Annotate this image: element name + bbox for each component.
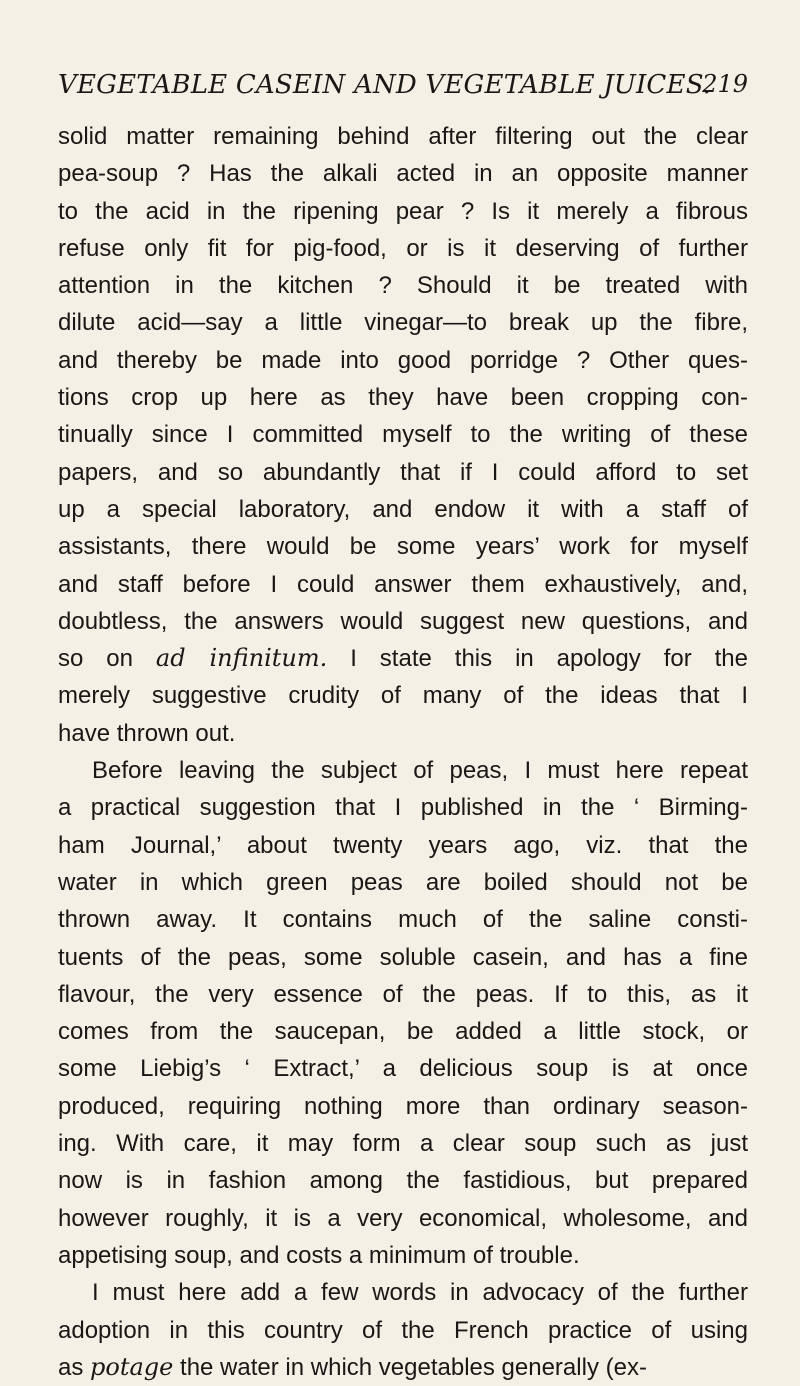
body-text <box>58 118 748 1386</box>
text-line <box>58 1349 748 1386</box>
text-line <box>58 528 748 565</box>
text-run: some Liebig’s ‘ Extract,’ a delicious soup is at once <box>58 1055 748 1083</box>
italic-phrase: potage <box>90 1352 174 1381</box>
text-line <box>58 864 748 901</box>
text-run: the water in which vegetables generally (ex- <box>173 1353 647 1381</box>
text-line <box>58 752 748 789</box>
text-line <box>58 118 748 155</box>
text-run: now is in fashion among the fastidious, but prepared <box>58 1167 748 1195</box>
running-head <box>58 70 748 110</box>
text-line <box>58 1088 748 1125</box>
text-run: as <box>58 1353 91 1381</box>
text-run: produced, requiring nothing more than ordinary season- <box>58 1092 748 1120</box>
text-line <box>58 603 748 640</box>
text-line <box>58 827 748 864</box>
text-run: refuse only fit for pig-food, or is it deserving of further <box>58 234 748 262</box>
text-run: up a special laboratory, and endow it with a staff of <box>58 495 748 523</box>
text-run: and thereby be made into good porridge ? Other ques- <box>58 346 748 374</box>
italic-phrase: ad infinitum. <box>155 644 328 673</box>
text-line <box>58 155 748 192</box>
running-title: VEGETABLE CASEIN AND VEGETABLE JUICES. <box>58 70 712 100</box>
text-run: and staff before I could answer them exhaustively, and, <box>58 570 748 598</box>
text-run: dilute acid—say a little vinegar—to break up the fibre, <box>58 309 748 337</box>
text-run: tuents of the peas, some soluble casein, and has a fine <box>58 943 748 971</box>
text-line <box>58 491 748 528</box>
text-run: flavour, the very essence of the peas. If to this, as it <box>58 980 748 1008</box>
paragraph <box>58 1274 748 1386</box>
text-line <box>58 1312 748 1349</box>
paragraph <box>58 752 748 1274</box>
text-run: so on <box>58 645 156 673</box>
paragraph <box>58 118 748 752</box>
text-run: ing. With care, it may form a clear soup such as just <box>58 1130 748 1158</box>
text-line <box>58 715 748 752</box>
text-line <box>58 230 748 267</box>
text-run: ham Journal,’ about twenty years ago, viz. that the <box>58 831 748 859</box>
text-run: I must here add a few words in advocacy of the further <box>92 1279 748 1307</box>
text-line <box>58 901 748 938</box>
text-line <box>58 1237 748 1274</box>
text-line <box>58 379 748 416</box>
text-line <box>58 566 748 603</box>
text-run: papers, and so abundantly that if I could afford to set <box>58 458 748 486</box>
text-line <box>58 342 748 379</box>
text-line <box>58 416 748 453</box>
text-run: thrown away. It contains much of the saline consti- <box>58 906 748 934</box>
text-line <box>58 677 748 714</box>
text-line <box>58 1125 748 1162</box>
text-line <box>58 267 748 304</box>
text-run: doubtless, the answers would suggest new questions, and <box>58 607 748 635</box>
text-run: solid matter remaining behind after filtering out the clear <box>58 123 748 150</box>
text-run: have thrown out. <box>58 719 236 747</box>
text-line <box>58 976 748 1013</box>
text-run: Before leaving the subject of peas, I must here repeat <box>92 757 748 785</box>
text-run: to the acid in the ripening pear ? Is it merely a fibrous <box>58 197 748 225</box>
text-line <box>58 454 748 491</box>
page-number: 219 <box>702 70 748 98</box>
text-run: tions crop up here as they have been cropping con- <box>58 384 748 412</box>
text-run: comes from the saucepan, be added a little stock, or <box>58 1018 748 1046</box>
text-line <box>58 789 748 826</box>
text-line <box>58 193 748 230</box>
text-run: a practical suggestion that I published in the ‘ Birming- <box>58 794 748 822</box>
text-run: assistants, there would be some years’ work for myself <box>58 533 748 561</box>
text-line <box>58 939 748 976</box>
text-line <box>58 304 748 341</box>
text-run: tinually since I committed myself to the writing of these <box>58 421 748 449</box>
text-line <box>58 640 748 677</box>
text-run: however roughly, it is a very economical, wholesome, and <box>58 1204 748 1232</box>
text-run: pea-soup ? Has the alkali acted in an opposite manner <box>58 160 748 188</box>
text-run: appetising soup, and costs a minimum of trouble. <box>58 1241 580 1269</box>
text-run: merely suggestive crudity of many of the ideas that I <box>58 682 748 710</box>
text-line <box>58 1200 748 1237</box>
text-line <box>58 1162 748 1199</box>
text-line <box>58 1274 748 1311</box>
text-run: adoption in this country of the French practice of using <box>58 1316 748 1344</box>
text-run: I state this in apology for the <box>327 645 748 673</box>
text-run: attention in the kitchen ? Should it be treated with <box>58 272 748 300</box>
text-line <box>58 1013 748 1050</box>
text-line <box>58 1050 748 1087</box>
text-run: water in which green peas are boiled should not be <box>58 868 748 896</box>
